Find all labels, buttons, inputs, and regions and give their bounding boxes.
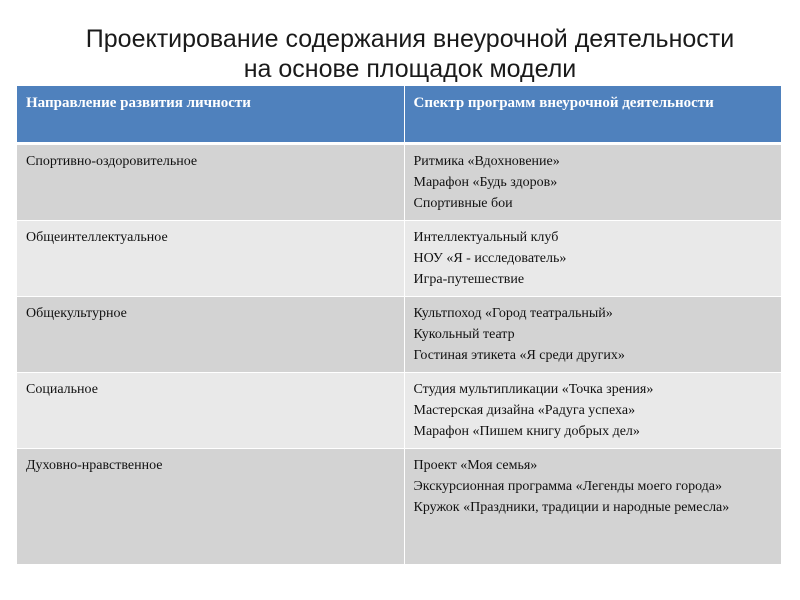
program-item: Игра-путешествие — [413, 272, 525, 287]
table-row — [17, 221, 781, 297]
title-line-1: Проектирование содержания внеурочной деятельности — [85, 25, 735, 53]
program-item: Экскурсионная программа «Легенды моего города» — [413, 479, 723, 494]
slide-title — [0, 24, 800, 84]
direction-cell: Общекультурное — [17, 297, 404, 373]
programs-cell — [404, 297, 781, 373]
programs-cell — [404, 373, 781, 449]
program-item: Мастерская дизайна «Радуга успеха» — [413, 403, 636, 418]
direction-cell: Спортивно-оздоровительное — [17, 144, 404, 221]
table-row — [17, 373, 781, 449]
program-item: Спортивные бои — [413, 196, 513, 211]
program-item: Проект «Моя семья» — [413, 458, 538, 473]
program-item: Культпоход «Город театральный» — [413, 306, 613, 321]
programs-table — [17, 86, 781, 565]
header-direction: Направление развития личности — [17, 86, 404, 144]
program-item: Ритмика «Вдохновение» — [413, 154, 560, 169]
program-item: Студия мультипликации «Точка зрения» — [413, 382, 654, 397]
direction-cell: Духовно-нравственное — [17, 449, 404, 565]
direction-cell: Общеинтеллектуальное — [17, 221, 404, 297]
program-item: НОУ «Я - исследователь» — [413, 251, 567, 266]
title-line-2: на основе площадок модели — [243, 55, 577, 83]
programs-cell — [404, 221, 781, 297]
header-programs: Спектр программ внеурочной деятельности — [404, 86, 781, 144]
programs-cell — [404, 144, 781, 221]
table-row — [17, 449, 781, 565]
program-item: Марафон «Будь здоров» — [413, 175, 558, 190]
program-item: Кружок «Праздники, традиции и народные ремесла» — [413, 500, 730, 515]
table-row — [17, 297, 781, 373]
program-item: Интеллектуальный клуб — [413, 230, 559, 245]
table-header-row — [17, 86, 781, 144]
programs-cell — [404, 449, 781, 565]
program-item: Кукольный театр — [413, 327, 515, 342]
program-item: Гостиная этикета «Я среди других» — [413, 348, 625, 363]
direction-cell: Социальное — [17, 373, 404, 449]
program-item: Марафон «Пишем книгу добрых дел» — [413, 424, 640, 439]
table-row — [17, 144, 781, 221]
